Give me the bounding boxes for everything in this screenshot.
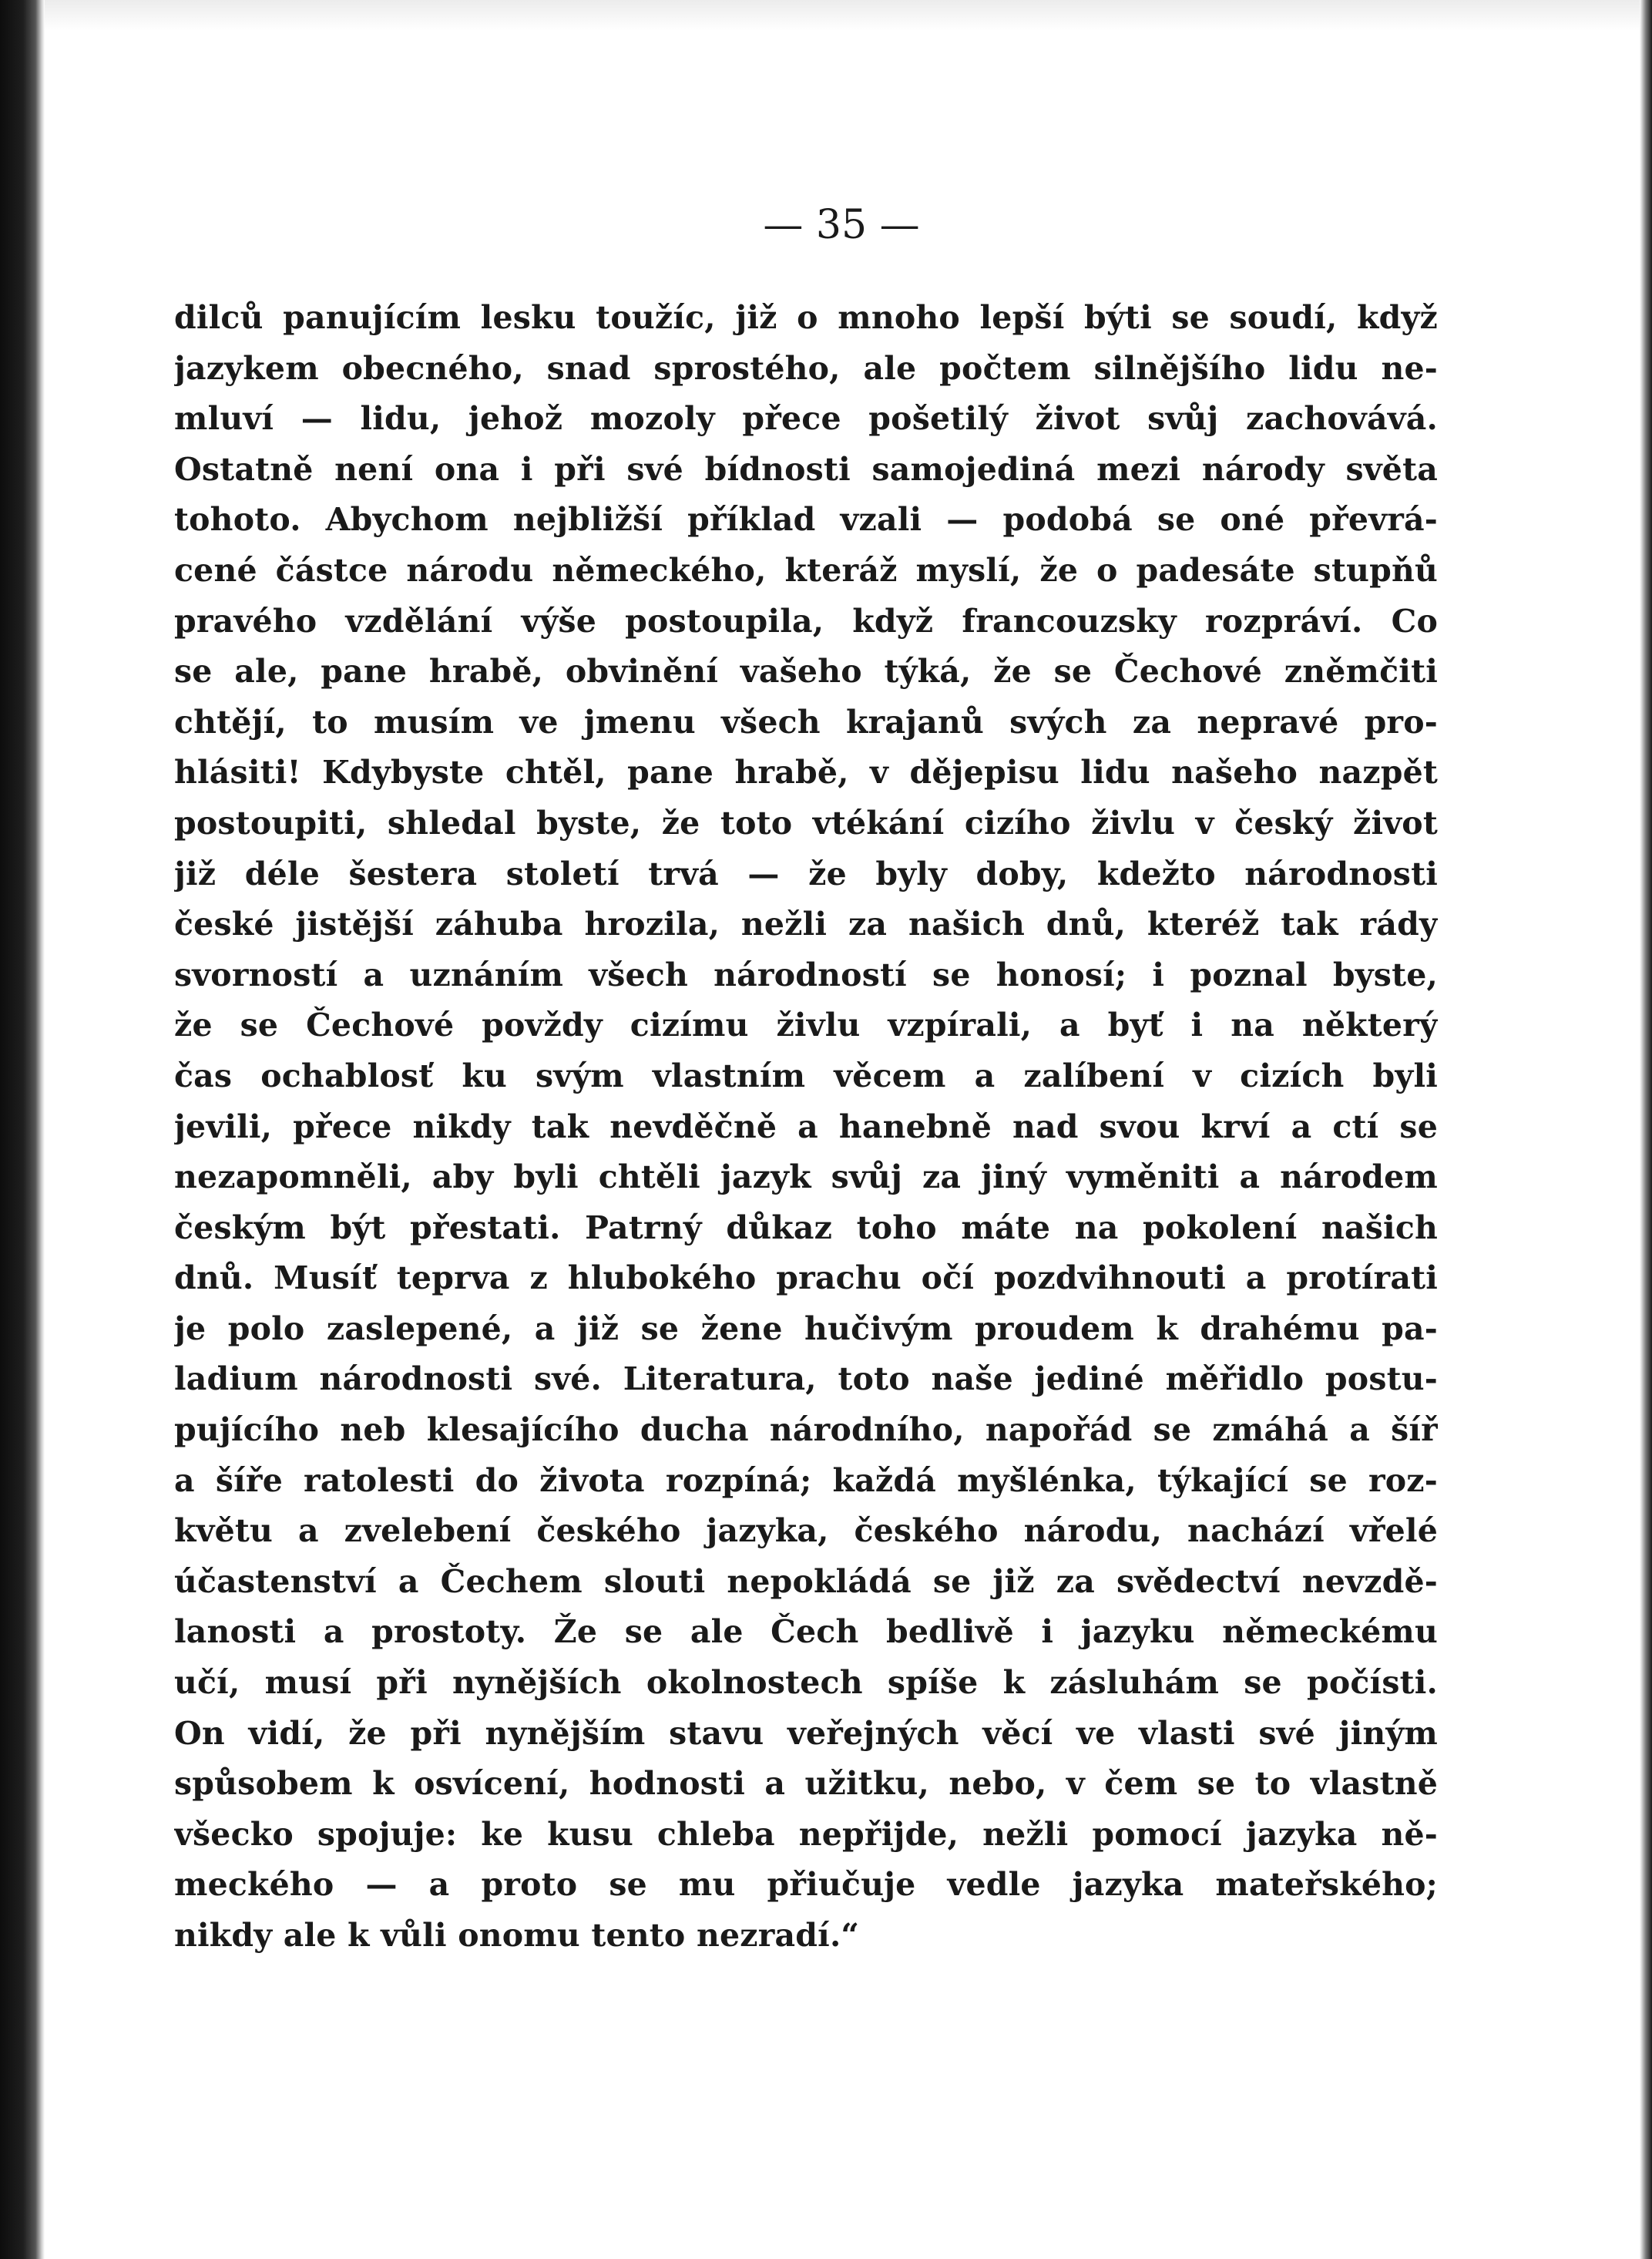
scan-smudge [45, 0, 1640, 31]
text-line: dnů. Musíť teprva z hlubokého prachu očí pozdvihnouti a protírati [174, 1259, 1438, 1297]
text-line-last: nikdy ale k vůli onomu tento nezradí.“ [174, 1917, 860, 1954]
text-line: chtějí, to musím ve jmenu všech krajanů svých za nepravé pro- [174, 703, 1438, 741]
text-line: učí, musí při nynějších okolnostech spíše k zásluhám se počísti. [174, 1664, 1438, 1702]
text-line: lanosti a prostoty. Že se ale Čech bedlivě i jazyku německému [174, 1613, 1438, 1651]
text-line: českým být přestati. Patrný důkaz toho máte na pokolení našich [174, 1208, 1438, 1246]
text-line: jazykem obecného, snad sprostého, ale počtem silnějšího lidu ne- [174, 349, 1438, 387]
text-line: květu a zvelebení českého jazyka, českého národu, nachází vřelé [174, 1512, 1438, 1550]
text-line: On vidí, že při nynějším stavu veřejných věcí ve vlasti své jiným [174, 1714, 1438, 1752]
text-line: tohoto. Abychom nejbližší příklad vzali — podobá se oné převrá- [174, 501, 1438, 539]
text-line: jevili, přece nikdy tak nevděčně a hanebně nad svou krví a ctí se [174, 1108, 1438, 1145]
text-line: všecko spojuje: ke kusu chleba nepřijde, nežli pomocí jazyka ně- [174, 1815, 1438, 1853]
text-line: meckého — a proto se mu přiučuje vedle jazyka mateřského; [174, 1866, 1438, 1904]
text-line: a šíře ratolesti do života rozpíná; každá myšlénka, týkající se roz- [174, 1461, 1438, 1499]
text-line: cené částce národu německého, kteráž myslí, že o padesáte stupňů [174, 551, 1438, 589]
text-line: Ostatně není ona i při své bídnosti samojediná mezi národy světa [174, 450, 1438, 488]
text-line: české jistější záhuba hrozila, nežli za našich dnů, kteréž tak rády [174, 906, 1438, 943]
text-line: ladium národnosti své. Literatura, toto naše jediné měřidlo postu- [174, 1360, 1438, 1398]
text-line: mluví — lidu, jehož mozoly přece pošetilý život svůj zachovává. [174, 400, 1438, 438]
text-line: hlásiti! Kdybyste chtěl, pane hrabě, v dějepisu lidu našeho nazpět [174, 754, 1438, 792]
text-line: čas ochablosť ku svým vlastním věcem a zalíbení v cizích byli [174, 1057, 1438, 1094]
text-line: nezapomněli, aby byli chtěli jazyk svůj za jiný vyměniti a národem [174, 1158, 1438, 1196]
text-line: účastenství a Čechem slouti nepokládá se již za svědectví nevzdě- [174, 1562, 1438, 1600]
text-line: se ale, pane hrabě, obvinění vašeho týká, že se Čechové zněmčiti [174, 653, 1438, 691]
text-line: postoupiti, shledal byste, že toto vtékání cizího živlu v český život [174, 804, 1438, 842]
text-line: pravého vzdělání výše postoupila, když francouzsky rozpráví. Co [174, 602, 1438, 640]
page-number: — 35 — [763, 202, 920, 248]
body-text [174, 293, 1438, 1961]
text-line: spůsobem k osvícení, hodnosti a užitku, nebo, v čem se to vlastně [174, 1765, 1438, 1803]
page-edge-shadow [1640, 0, 1652, 2259]
binding-shadow [0, 0, 45, 2259]
text-line: dilců panujícím lesku toužíc, již o mnoho lepší býti se soudí, když [174, 299, 1438, 336]
text-line: je polo zaslepené, a již se žene hučivým proudem k drahému pa- [174, 1309, 1438, 1347]
text-line: svorností a uznáním všech národností se honosí; i poznal byste, [174, 956, 1438, 993]
text-line: že se Čechové povždy cizímu živlu vzpírali, a byť i na některý [174, 1007, 1438, 1044]
text-line: pujícího neb klesajícího ducha národního, napořád se zmáhá a šíř [174, 1411, 1438, 1449]
text-line: již déle šestera století trvá — že byly doby, kdežto národnosti [174, 855, 1438, 893]
